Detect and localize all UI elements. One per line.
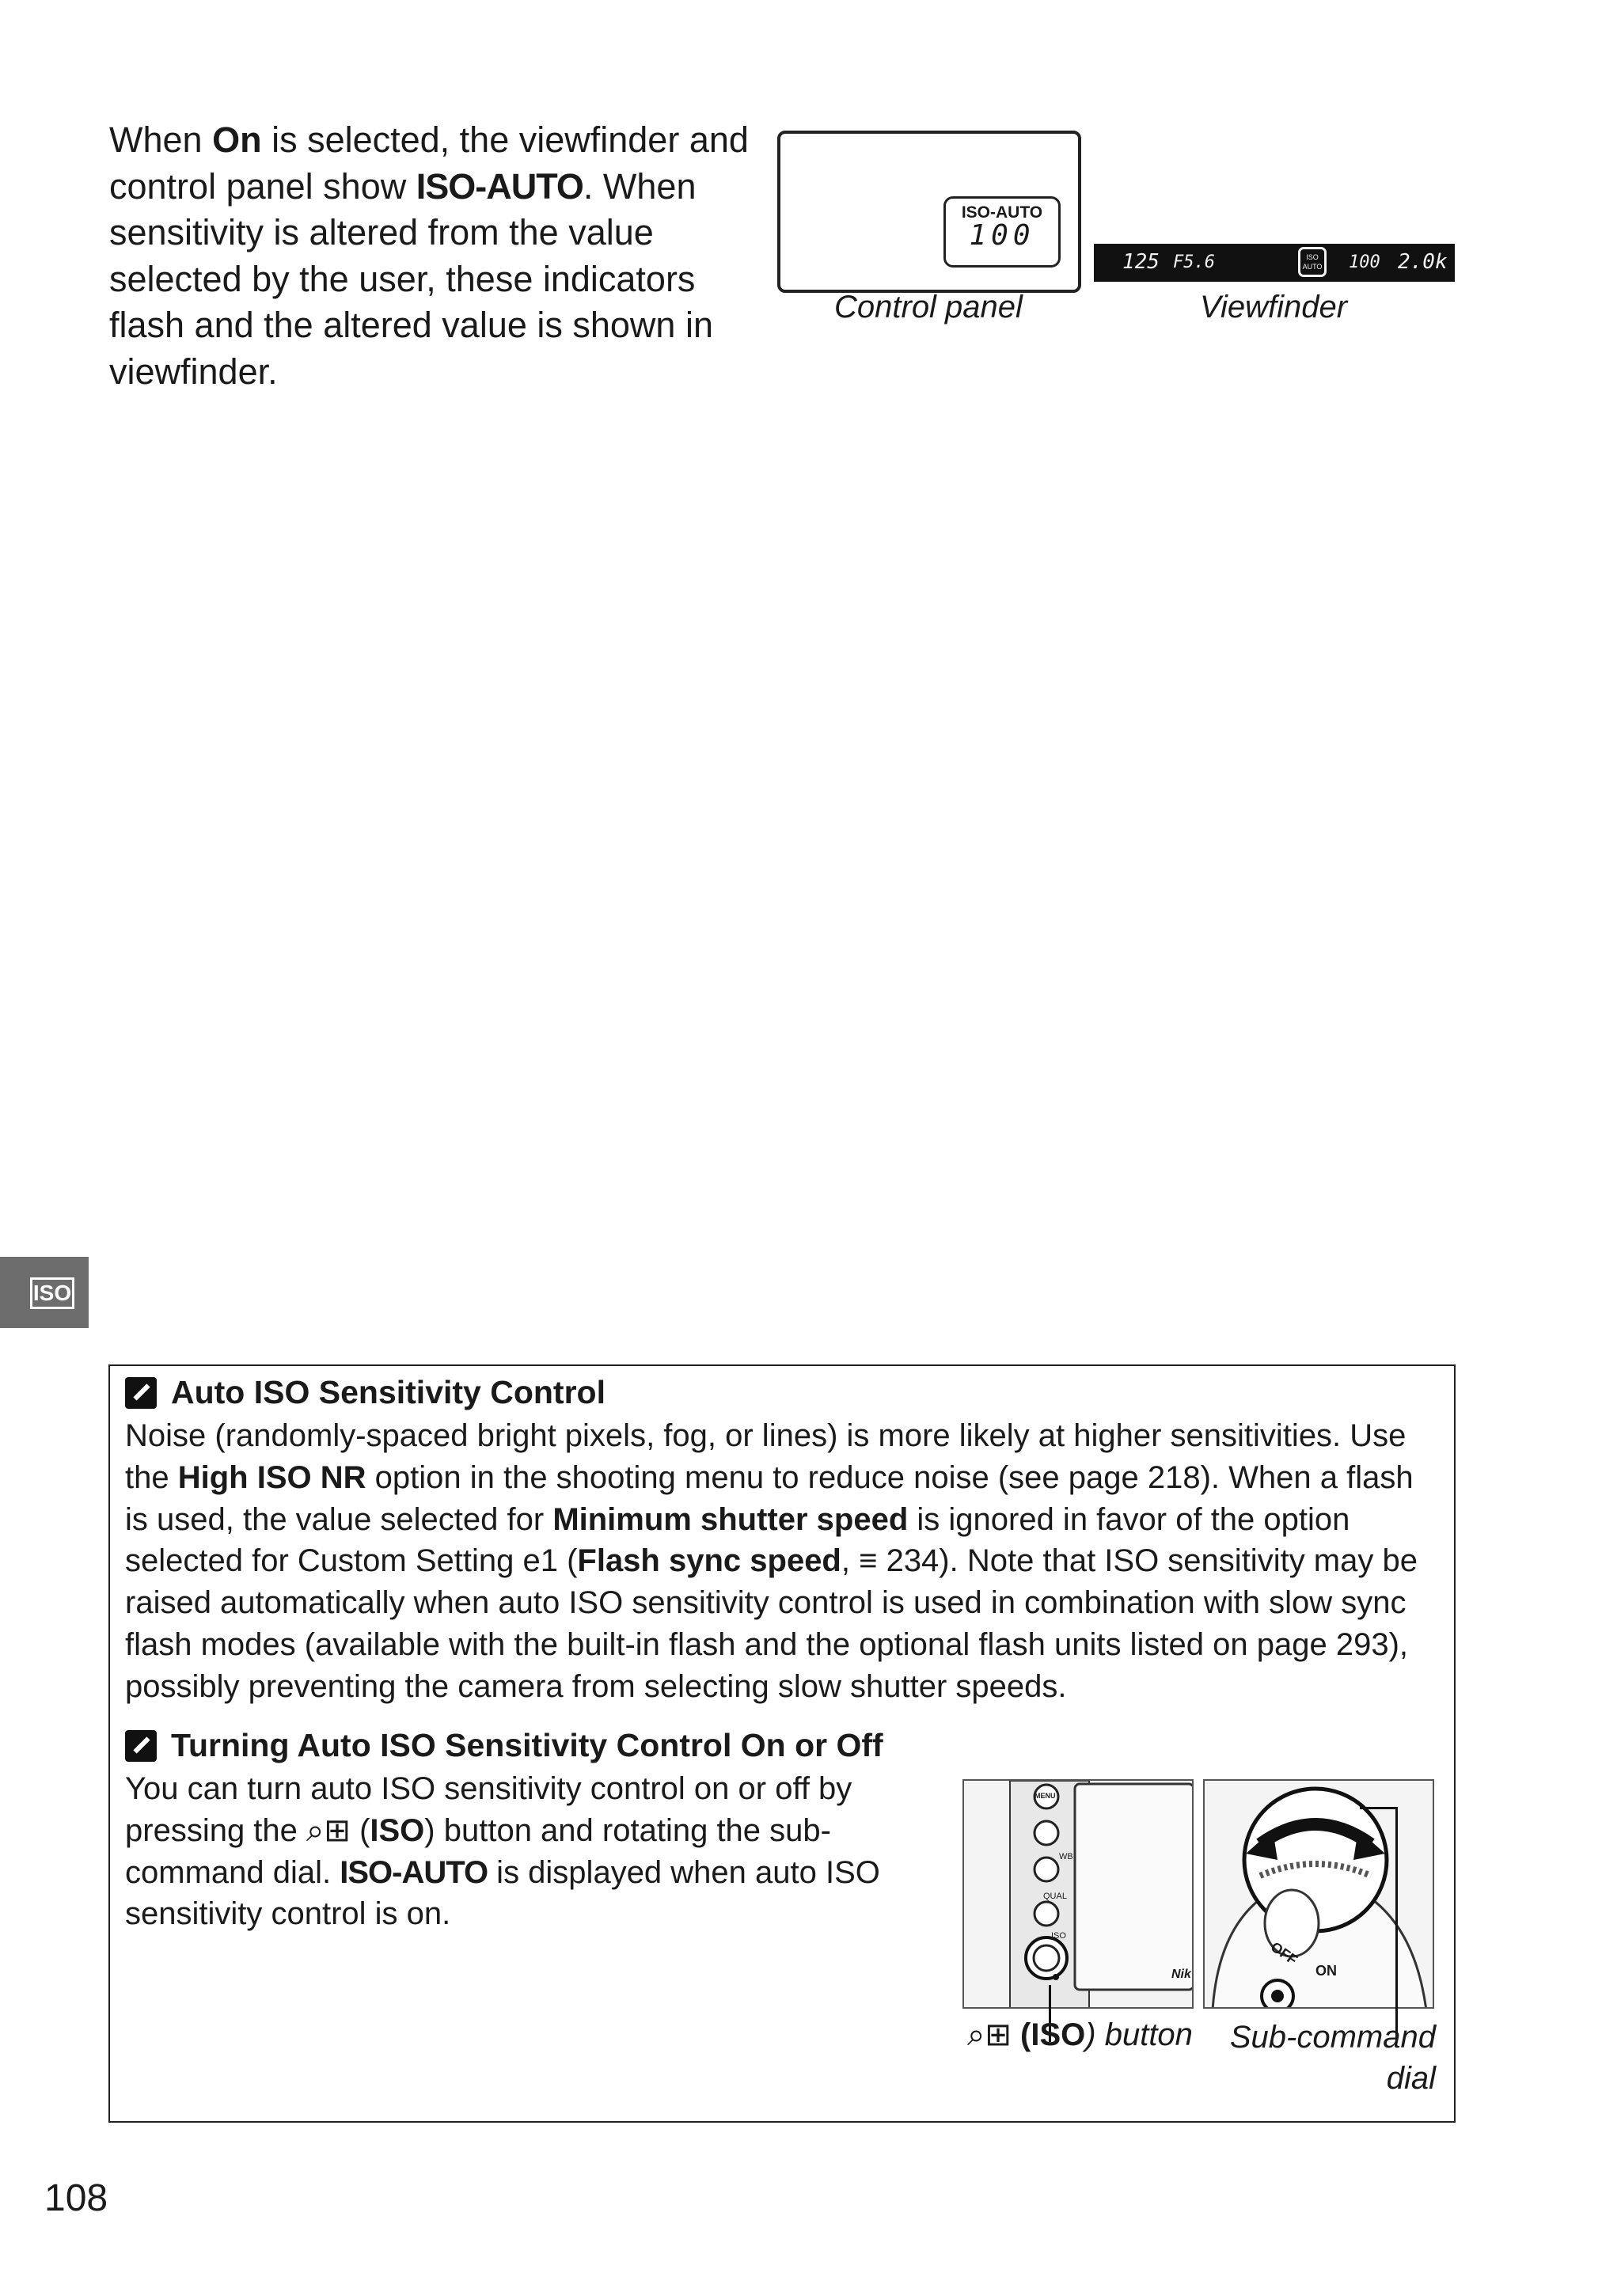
- note2-text-4: is displayed when auto ISO sensitivity control is on.: [125, 1854, 880, 1932]
- iso-button-caption: [967, 2017, 1193, 2053]
- note2-iso-term: ISO: [370, 1812, 425, 1848]
- iso-button-label: ISO: [1051, 1931, 1066, 1941]
- note-auto-iso-title-text: Auto ISO Sensitivity Control: [171, 1374, 606, 1410]
- brand-logo: Nik: [1171, 1968, 1191, 1981]
- intro-isoauto-term: ISO-AUTO: [416, 165, 583, 207]
- viewfinder-caption: Viewfinder: [1200, 290, 1348, 324]
- viewfinder-iso-icon-top: ISO: [1306, 253, 1319, 261]
- sub-command-dial-caption: Sub-command dial: [1229, 2020, 1436, 2096]
- iso-button-caption-icon: ⌕⊞: [967, 2017, 1012, 2052]
- note2-text-1: You can turn auto ISO sensitivity control on or off by pressing the: [125, 1771, 852, 1848]
- viewfinder-frames-value: 2.0k: [1398, 250, 1448, 274]
- camera-back-drawing: [964, 1781, 1194, 2009]
- iso-button-illustration: [962, 1779, 1194, 2009]
- note2-isoauto-term: ISO-AUTO: [340, 1854, 488, 1890]
- control-panel-iso-indicator: [943, 196, 1061, 268]
- control-panel-caption: Control panel: [834, 290, 1023, 324]
- intro-paragraph: [109, 117, 758, 395]
- viewfinder-display: [1094, 244, 1455, 282]
- note1-text-2: option in the shooting menu to reduce noise (see page 218). When a flash is used, the value selected for: [125, 1459, 1414, 1537]
- iso-button-icon: ⌕⊞: [306, 1812, 351, 1848]
- dial-off-label: OFF: [1267, 1938, 1300, 1968]
- iso-tab-icon: ISO: [30, 1277, 74, 1309]
- viewfinder-iso-icon-bottom: AUTO: [1302, 263, 1323, 271]
- iso-button-caption-text: ) button: [1085, 2017, 1193, 2052]
- dial-on-label: ON: [1315, 1963, 1337, 1979]
- intro-text-1: When: [109, 120, 213, 160]
- viewfinder-shutter-value: 125: [1122, 250, 1160, 274]
- note1-text-5: 234). Note that ISO sensitivity may be raised automatically when auto ISO sensitivity control is used in combination with slow sync flash modes (available with the built-in flash and the optional flash units listed on page 293), possibly preventing the camera from selecting slow shutter speeds.: [125, 1543, 1418, 1704]
- intro-text-2: is selected, the viewfinder and control panel show: [109, 120, 749, 207]
- menu-button-label: MENU: [1034, 1792, 1056, 1800]
- note1-text-1: Noise (randomly-spaced bright pixels, fog, or lines) is more likely at higher sensitivities. Use the: [125, 1418, 1407, 1495]
- note1-high-iso-nr: High ISO NR: [177, 1459, 366, 1495]
- sub-command-dial-illustration: [1203, 1779, 1434, 2009]
- dial-leader-line: [1395, 1807, 1398, 2042]
- note-auto-iso-title: [125, 1374, 606, 1411]
- note-toggle-title: [125, 1727, 883, 1764]
- note1-min-shutter: Minimum shutter speed: [552, 1501, 909, 1537]
- note-toggle-title-text: Turning Auto ISO Sensitivity Control On or Off: [171, 1727, 883, 1763]
- note2-text-2: (: [350, 1812, 370, 1848]
- qual-button-label: QUAL: [1043, 1892, 1067, 1901]
- viewfinder-aperture-value: F5.6: [1173, 252, 1215, 272]
- note-toggle-body: [125, 1768, 885, 1935]
- note2-text-3: ) button and rotating the sub-command dial.: [125, 1812, 831, 1890]
- note-auto-iso-body: [125, 1415, 1439, 1708]
- note1-text-4: ,: [841, 1543, 860, 1579]
- wb-button-label: WB: [1059, 1852, 1073, 1861]
- control-panel-iso-value: 100: [969, 219, 1035, 252]
- pencil-note-icon: [125, 1377, 157, 1409]
- viewfinder-iso-auto-icon: [1298, 247, 1327, 277]
- intro-on-term: On: [212, 120, 262, 160]
- dial-leader-line-horizontal: [1360, 1807, 1398, 1809]
- iso-button-caption-term: (ISO: [1020, 2017, 1086, 2052]
- page-ref-icon: ≡: [859, 1543, 878, 1579]
- control-panel-iso-label: ISO-AUTO: [961, 203, 1043, 222]
- intro-text-3: . When sensitivity is altered from the value selected by the user, these indicators flash and the altered value is shown in viewfinder.: [109, 165, 713, 392]
- note1-flash-sync: Flash sync speed: [577, 1543, 841, 1579]
- viewfinder-iso-value: 100: [1349, 252, 1380, 272]
- chapter-side-tab: [0, 1257, 89, 1328]
- pencil-note-icon: [125, 1730, 157, 1762]
- page-number: 108: [44, 2177, 108, 2219]
- note1-text-3: is ignored in favor of the option selected for Custom Setting e1 (: [125, 1501, 1350, 1579]
